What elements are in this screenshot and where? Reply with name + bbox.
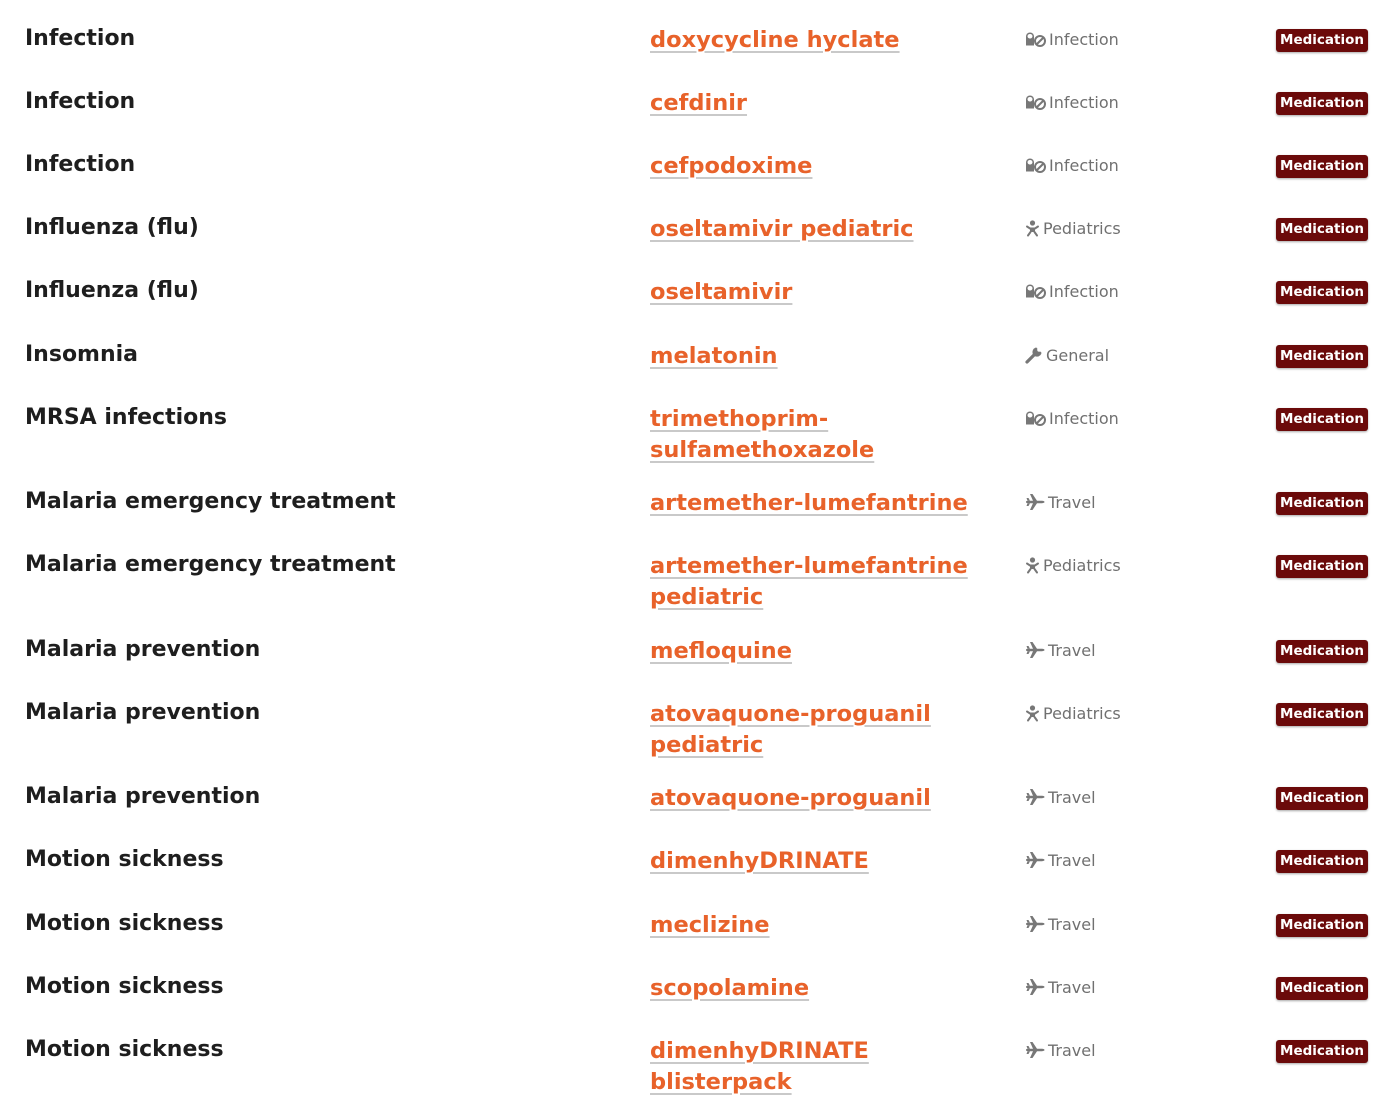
condition-label: Insomnia [25, 342, 139, 367]
medication-link[interactable]: trimethoprim- sulfamethoxazole [650, 406, 875, 463]
category-label: Infection [1049, 29, 1119, 49]
condition-label: Motion sickness [25, 974, 224, 999]
medication-link[interactable]: atovaquone-proguanil pediatric [650, 701, 931, 758]
airplane-icon [1025, 851, 1045, 869]
category-tag [1025, 280, 1119, 302]
medication-badge: Medication [1276, 787, 1368, 810]
medication-badge: Medication [1276, 92, 1368, 115]
medication-badge: Medication [1276, 914, 1368, 937]
baby-icon [1025, 220, 1040, 237]
medication-badge: Medication [1276, 218, 1368, 241]
category-tag [1025, 491, 1096, 513]
medication-link[interactable]: oseltamivir [650, 279, 793, 305]
condition-label: Infection [25, 89, 136, 114]
medication-link[interactable]: artemether-lumefantrine pediatric [650, 553, 968, 610]
category-label: Pediatrics [1043, 555, 1121, 575]
category-tag [1025, 849, 1096, 871]
category-tag [1025, 913, 1096, 935]
condition-label: Malaria prevention [25, 700, 261, 725]
category-label: Travel [1048, 977, 1096, 997]
category-label: Infection [1049, 155, 1119, 175]
category-tag [1025, 154, 1119, 176]
medication-badge: Medication [1276, 345, 1368, 368]
medication-badge: Medication [1276, 408, 1368, 431]
medication-link[interactable]: artemether-lumefantrine [650, 490, 968, 516]
medication-badge: Medication [1276, 155, 1368, 178]
medication-link[interactable]: oseltamivir pediatric [650, 216, 914, 242]
category-tag [1025, 407, 1119, 429]
category-label: Travel [1048, 492, 1096, 512]
category-label: Travel [1048, 1040, 1096, 1060]
medication-link[interactable]: mefloquine [650, 638, 792, 664]
condition-label: Influenza (flu) [25, 215, 199, 240]
medication-badge: Medication [1276, 977, 1368, 1000]
condition-label: Motion sickness [25, 847, 224, 872]
medication-badge: Medication [1276, 492, 1368, 515]
airplane-icon [1025, 915, 1045, 933]
baby-icon [1025, 557, 1040, 574]
condition-label: Infection [25, 26, 136, 51]
medication-link[interactable]: doxycycline hyclate [650, 27, 900, 53]
medication-badge: Medication [1276, 850, 1368, 873]
medication-badge: Medication [1276, 555, 1368, 578]
medication-link[interactable]: melatonin [650, 343, 778, 369]
pills-icon [1025, 157, 1046, 173]
category-tag [1025, 91, 1119, 113]
medication-link[interactable]: cefpodoxime [650, 153, 813, 179]
medication-link[interactable]: dimenhyDRINATE [650, 848, 869, 874]
wrench-icon [1025, 346, 1043, 364]
condition-label: Malaria prevention [25, 784, 261, 809]
medication-badge: Medication [1276, 640, 1368, 663]
category-label: Infection [1049, 92, 1119, 112]
category-tag [1025, 639, 1096, 661]
airplane-icon [1025, 1041, 1045, 1059]
category-tag [1025, 702, 1121, 724]
category-tag [1025, 554, 1121, 576]
pills-icon [1025, 410, 1046, 426]
medication-badge: Medication [1276, 281, 1368, 304]
condition-label: Motion sickness [25, 1037, 224, 1062]
category-tag [1025, 28, 1119, 50]
category-tag [1025, 976, 1096, 998]
airplane-icon [1025, 978, 1045, 996]
pills-icon [1025, 31, 1046, 47]
medication-link[interactable]: meclizine [650, 912, 770, 938]
category-label: Travel [1048, 787, 1096, 807]
airplane-icon [1025, 493, 1045, 511]
category-label: Infection [1049, 281, 1119, 301]
airplane-icon [1025, 641, 1045, 659]
condition-label: MRSA infections [25, 405, 228, 430]
category-label: General [1046, 345, 1110, 365]
medication-link[interactable]: cefdinir [650, 90, 748, 116]
condition-label: Motion sickness [25, 911, 224, 936]
medication-link[interactable]: atovaquone-proguanil [650, 785, 931, 811]
pills-icon [1025, 94, 1046, 110]
baby-icon [1025, 705, 1040, 722]
medication-badge: Medication [1276, 29, 1368, 52]
medication-badge: Medication [1276, 703, 1368, 726]
pills-icon [1025, 283, 1046, 299]
category-label: Pediatrics [1043, 703, 1121, 723]
medication-link[interactable]: scopolamine [650, 975, 810, 1001]
category-label: Travel [1048, 640, 1096, 660]
category-label: Travel [1048, 850, 1096, 870]
condition-label: Malaria emergency treatment [25, 489, 396, 514]
category-tag [1025, 344, 1109, 366]
category-label: Pediatrics [1043, 218, 1121, 238]
category-tag [1025, 217, 1121, 239]
condition-label: Influenza (flu) [25, 278, 199, 303]
medication-link[interactable]: dimenhyDRINATE blisterpack [650, 1038, 869, 1095]
condition-label: Malaria prevention [25, 637, 261, 662]
condition-label: Infection [25, 152, 136, 177]
airplane-icon [1025, 788, 1045, 806]
medication-badge: Medication [1276, 1040, 1368, 1063]
condition-label: Malaria emergency treatment [25, 552, 396, 577]
category-label: Travel [1048, 914, 1096, 934]
category-label: Infection [1049, 408, 1119, 428]
category-tag [1025, 1039, 1096, 1061]
category-tag [1025, 786, 1096, 808]
